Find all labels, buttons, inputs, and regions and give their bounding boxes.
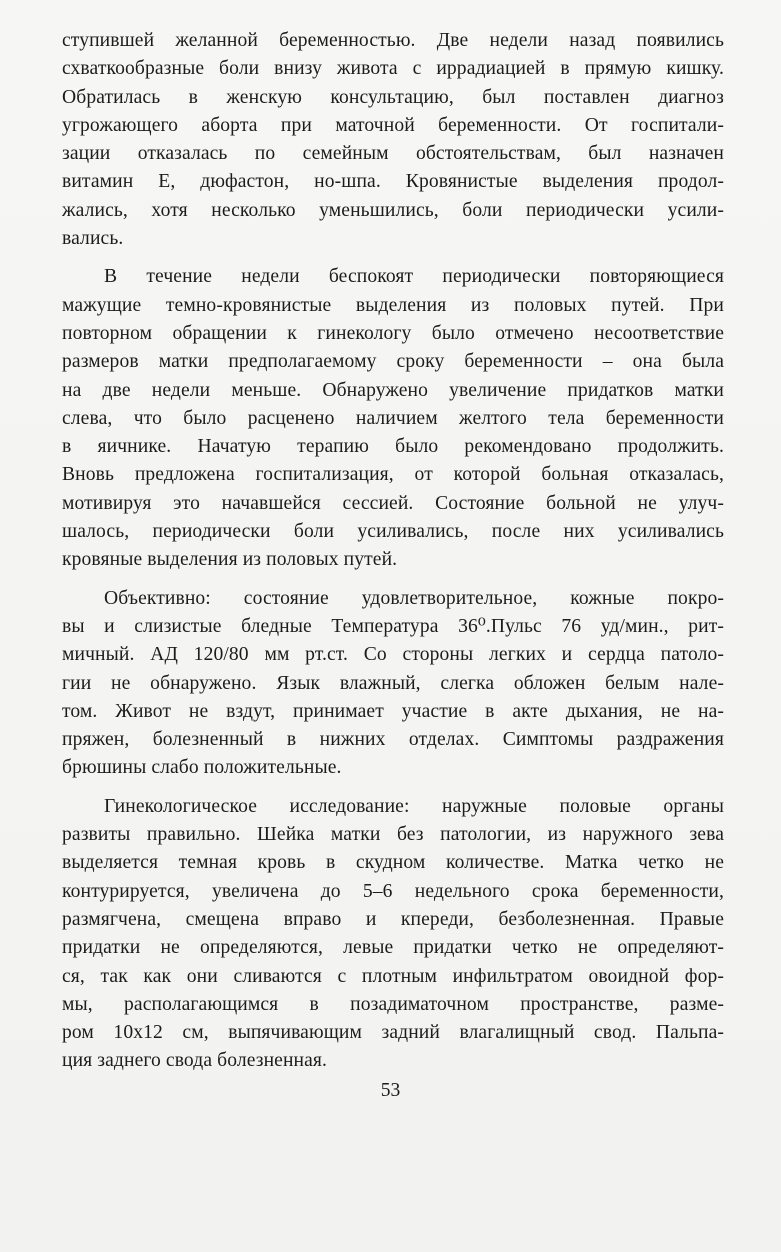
text-line: Обратилась в женскую консультацию, был поставлен диагноз (62, 86, 724, 108)
text-line: Гинекологическое исследование: наружные половые органы (104, 795, 724, 817)
paragraph-1 (62, 27, 724, 253)
text-line: размеров матки предполагаемому сроку беременности – она была (62, 351, 724, 373)
text-line: жались, хотя несколько уменьшились, боли периодически усили- (62, 199, 724, 221)
text-line: мы, располагающимся в позадиматочном пространстве, разме- (62, 993, 724, 1015)
text-line: кровяные выделения из половых путей. (62, 549, 398, 571)
page-number: 53 (380, 1080, 401, 1101)
text-line: повторном обращении к гинекологу было отмечено несоответствие (62, 322, 724, 344)
text-line: на две недели меньше. Обнаружено увеличение придатков матки (62, 379, 724, 401)
text-line: слева, что было расценено наличием желтого тела беременности (62, 407, 724, 429)
text-line: мажущие темно-кровянистые выделения из половых путей. При (62, 294, 724, 316)
text-line: вы и слизистые бледные Температура 36⁰.Пульс 76 уд/мин., рит- (62, 615, 724, 637)
paragraph-2 (62, 263, 724, 574)
text-line: ция заднего свода болезненная. (62, 1050, 328, 1072)
body-text (62, 27, 724, 1076)
text-line: мичный. АД 120/80 мм рт.ст. Со стороны легких и сердца патоло- (62, 644, 724, 666)
text-line: витамин Е, дюфастон, но-шпа. Кровянистые выделения продол- (62, 171, 724, 193)
paragraph-4 (62, 793, 724, 1076)
text-line: Вновь предложена госпитализация, от которой больная отказалась, (62, 464, 724, 486)
text-line: в яичнике. Начатую терапию было рекомендовано продолжить. (62, 436, 724, 458)
text-line: выделяется темная кровь в скудном количестве. Матка четко не (62, 852, 724, 874)
text-line: ступившей желанной беременностью. Две недели назад появились (62, 30, 724, 51)
text-line: контурируется, увеличена до 5–6 недельного срока беременности, (62, 880, 724, 902)
text-line: схваткообразные боли внизу живота с иррадиацией в прямую кишку. (62, 58, 724, 80)
text-line: вались. (62, 228, 124, 250)
text-line: мотивируя это начавшейся сессией. Состояние больной не улуч- (62, 492, 724, 514)
text-line: угрожающего аборта при маточной беременности. От госпитали- (62, 114, 724, 136)
text-line: размягчена, смещена вправо и кпереди, безболезненная. Правые (62, 908, 724, 930)
paragraph-3 (62, 585, 724, 783)
text-line: развиты правильно. Шейка матки без патологии, из наружного зева (62, 824, 724, 846)
text-line: придатки не определяются, левые придатки четко не определяют- (62, 937, 724, 959)
text-line: В течение недели беспокоят периодически повторяющиеся (104, 266, 724, 288)
text-line: брюшины слабо положительные. (62, 757, 342, 779)
text-line: том. Живот не вздут, принимает участие в акте дыхания, не на- (62, 700, 724, 722)
text-line: ром 10х12 см, выпячивающим задний влагалищный свод. Пальпа- (62, 1022, 724, 1044)
text-line: ся, так как они сливаются с плотным инфильтратом овоидной фор- (62, 965, 724, 987)
text-line: пряжен, болезненный в нижних отделах. Симптомы раздражения (62, 729, 724, 751)
text-line: шалось, периодически боли усиливались, после них усиливались (62, 521, 724, 543)
text-line: Объективно: состояние удовлетворительное, кожные покро- (104, 587, 724, 609)
text-line: гии не обнаружено. Язык влажный, слегка обложен белым нале- (62, 672, 724, 694)
text-line: зации отказалась по семейным обстоятельствам, был назначен (62, 143, 724, 165)
